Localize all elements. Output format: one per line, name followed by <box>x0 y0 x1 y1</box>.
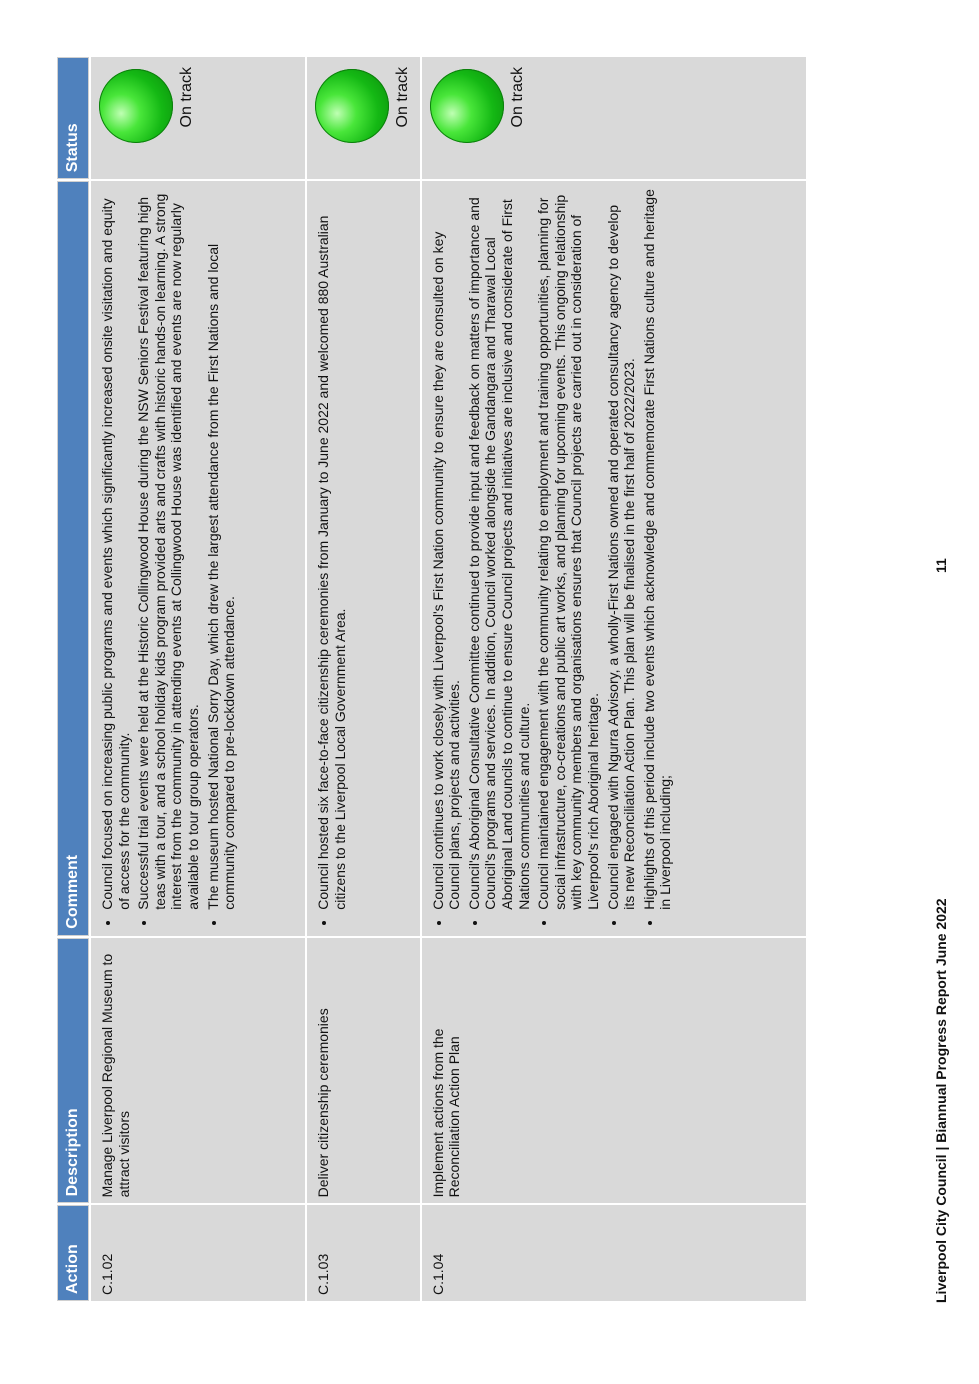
status-cell <box>422 57 806 179</box>
footer-text: Liverpool City Council | Biannual Progress Report June 2022 <box>933 898 949 1303</box>
action-code: C.1.04 <box>422 1205 806 1301</box>
status-indicator-icon <box>99 69 173 143</box>
comment-bullet: • Successful trial events were held at the Historic Collingwood House during the NSW Seniors Festival featuring high teas with a tour, and a school holiday kids program provided arts and crafts with historic hands-on learning. A strong interest from the community in attending events at Collingwood House was identified and events are now regularly available to tour group operators. <box>135 187 201 909</box>
comment-bullet: • The museum hosted National Sorry Day, which drew the largest attendance from the First Nations and local community compared to pre-lockdown attendance. <box>205 187 238 909</box>
header-status: Status <box>57 57 89 179</box>
page-footer <box>933 55 953 1303</box>
status-indicator-icon <box>315 69 389 143</box>
status-label: On track <box>178 67 195 128</box>
action-description: Deliver citizenship ceremonies <box>307 938 420 1204</box>
status-label: On track <box>508 67 526 128</box>
action-code: C.1.03 <box>307 1205 420 1301</box>
progress-table <box>55 55 808 1303</box>
action-comment <box>91 181 305 935</box>
action-description: Manage Liverpool Regional Museum to attract visitors <box>91 938 305 1204</box>
comment-bullet: • Council's Aboriginal Consultative Committee continued to provide input and feedback on matters of importance and Council's programs and services. In addition, Council worked alongside the Gandangara and Tharawal Local Aboriginal Land councils to continue to ensure Council projects and initiatives are inclusive and considerate of First Nations communities and culture. <box>466 187 532 909</box>
comment-bullet: • Highlights of this period include two events which acknowledge and commemorate First Nations culture and heritage in Liverpool including; <box>641 187 674 909</box>
comment-bullet: • Council continues to work closely with Liverpool's First Nation community to ensure they are consulted on key Council plans, projects and activities. <box>430 187 463 909</box>
header-comment: Comment <box>57 181 89 935</box>
action-comment <box>307 181 420 935</box>
action-code: C.1.02 <box>91 1205 305 1301</box>
comment-bullet: • Council maintained engagement with the community relating to employment and training opportunities, planning for social infrastructure, co-creations and public art works, and planning for upcoming events. This ongoing relationship with key community members and organisations ensures that Council projects are carried out in consideration of Liverpool's rich Aboriginal heritage. <box>535 187 601 909</box>
comment-bullet: • Council engaged with Ngurra Advisory, a wholly-First Nations owned and operated consultancy agency to develop its new Reconciliation Action Plan. This plan will be finalised in the first half of 2022/2023. <box>605 187 638 909</box>
header-description: Description <box>57 938 89 1204</box>
table-row <box>422 57 806 1301</box>
action-description: Implement actions from the Reconciliation Action Plan <box>422 938 806 1204</box>
table-header-row <box>57 57 89 1301</box>
status-cell <box>91 57 305 179</box>
comment-bullet: • Council hosted six face-to-face citizenship ceremonies from January to June 2022 and welcomed 880 Australian citizens to the Liverpool Local Government Area. <box>315 187 348 909</box>
page-number: 11 <box>933 558 949 573</box>
status-label: On track <box>394 67 411 128</box>
table-row <box>307 57 420 1301</box>
table-row <box>91 57 305 1301</box>
status-indicator-icon <box>430 69 504 143</box>
comment-bullet: • Council focused on increasing public programs and events which significantly increased onsite visitation and equity of access for the community. <box>99 187 132 909</box>
action-comment <box>422 181 806 935</box>
header-action: Action <box>57 1205 89 1301</box>
status-cell <box>307 57 420 179</box>
